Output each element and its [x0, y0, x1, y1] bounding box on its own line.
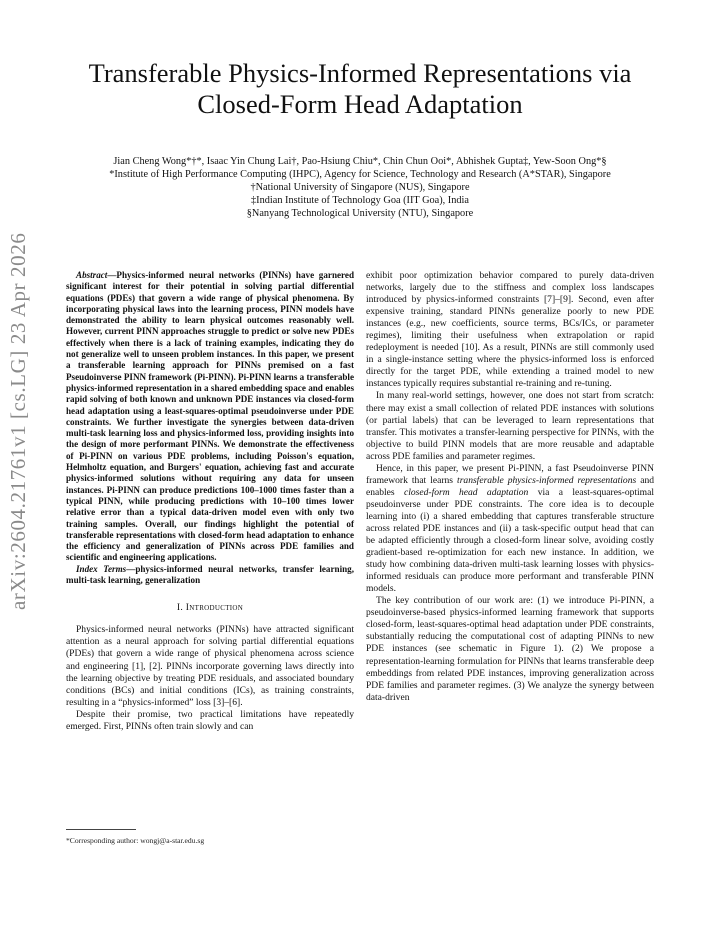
para4-emphasis-representations: transferable physics-informed representations: [457, 474, 637, 486]
intro-paragraph-1: Physics-informed neural networks (PINNs) have attracted significant attention as a neural approach for solving partial differential equations (PDEs) that govern a wide range of physical phenomena across science and engineering [1], [2]. PINNs incorporate governing laws directly into the learning objective by treating PDE residuals, and associated boundary conditions (BCs) and initial conditions (ICs), as training constraints, resulting in a “physics-informed” loss [3]–[6].: [66, 624, 354, 708]
author-names: Jian Cheng Wong*†*, Isaac Yin Chung Lai†, Pao-Hsiung Chiu*, Chin Chun Ooi*, Abhishek Gupta‡, Yew-Soon Ong*§: [113, 156, 607, 167]
affiliation-nus: †National University of Singapore (NUS), Singapore: [250, 182, 470, 193]
index-terms-label: Index Terms: [76, 563, 127, 574]
paper-title-line-2: Closed-Form Head Adaptation: [197, 89, 523, 119]
intro-paragraph-4: [366, 463, 654, 596]
intro-paragraph-2: Despite their promise, two practical limitations have repeatedly emerged. First, PINNs often train slowly and can: [66, 708, 354, 732]
para4-text-a: Hence, in this paper, we present Pi-PINN, a fast Pseudoinverse PINN framework that learns: [366, 462, 654, 486]
abstract: [66, 270, 354, 564]
section-title: Introduction: [185, 602, 244, 614]
paper-title-line-1: Transferable Physics-Informed Representations via: [88, 58, 632, 88]
section-heading-introduction: [66, 602, 354, 614]
intro-paragraph-3: In many real-world settings, however, one does not start from scratch: there may exist a small collection of related PDE instances with solutions (or partial labels) that can be leveraged to learn representations that transfer. This motivates a transfer-learning perspective for PINNs, with the objective to build PINN models that are more reusable and adaptable across PDE families and parameter regimes.: [366, 390, 654, 462]
affiliation-ihpc: *Institute of High Performance Computing (IHPC), Agency for Science, Technology and Research (A*STAR), Singapore: [109, 169, 611, 180]
para4-text-b: and enables: [366, 474, 655, 498]
intro-paragraph-5-contributions: The key contribution of our work are: (1) we introduce Pi-PINN, a pseudoinverse-based physics-informed learning framework that supports closed-form, least-squares-optimal head adaptation under PDE constraints, substantially reducing the computational cost of adapting PINNs to new PDE instances (see schematic in Figure 1). (2) We propose a representation-learning formulation for PINNs that learns transferable deep embeddings from related PDE instances, improving generalization across PDE families and parameter regimes. (3) We analyze the synergy between data-driven: [366, 595, 654, 703]
left-column: [66, 270, 354, 733]
arxiv-identifier-stamp: arXiv:2604.21761v1 [cs.LG] 23 Apr 2026: [6, 232, 30, 610]
affiliation-ntu: §Nanyang Technological University (NTU), Singapore: [246, 208, 474, 219]
para4-emphasis-head-adaptation: closed-form head adaptation: [404, 486, 529, 498]
para4-text-c: via a least-squares-optimal pseudoinverse under PDE constraints. The core idea is to decouple learning into (i) a shared embedding that captures transferable structure across related PDE instances and (ii) a task-specific output head that can be adapted efficiently through a closed-form linear solve, avoiding costly gradient-based re-optimization for each new instance. In addition, we study how combining data-driven multi-task learning losses with physics-informed residuals can produce more performant and transferable PINN models.: [366, 486, 655, 595]
intro-paragraph-2-continued: exhibit poor optimization behavior compared to purely data-driven networks, largely due to the stiffness and complex loss landscapes introduced by physics-informed constraints [7]–[9]. Second, even after expensive training, standard PINNs generalize poorly to new PDE instances (e.g., new coefficients, source terms, BCs/ICs, or parameter regimes), limiting their usefulness when extrapolation or rapid redeployment is needed [10]. As a result, PINNs are still commonly used in a single-instance setting where the physics-informed loss is enforced directly for the target PDE, while extending a trained model to new instances typically requires substantial re-training and re-tuning.: [366, 270, 654, 390]
abstract-label: Abstract: [76, 270, 108, 280]
index-terms: [66, 564, 354, 587]
paper-title: [40, 58, 680, 120]
footnote-corresponding-author: *Corresponding author: wongj@a-star.edu.sg: [66, 836, 205, 845]
abstract-text: —Physics-informed neural networks (PINNs) have garnered significant interest for their potential in solving partial differential equations (PDEs) that govern a wide range of physical phenomena. By incorporating physical laws into the learning process, PINN models have demonstrated the ability to learn physical outcomes reasonably well. However, current PINN approaches struggle to predict or solve new PDEs effectively when there is a lack of training examples, indicating they do not generalize well to unseen problem instances. In this paper, we present a transferable learning approach for PINNs premised on a fast Pseudoinverse PINN framework (Pi-PINN). Pi-PINN learns a transferable physics-informed representation in a shared embedding space and enables rapid solving of both known and unknown PDE instances via closed-form head adaptation using a least-squares-optimal pseudoinverse under PDE constraints. We further investigate the synergies between data-driven multi-task learning loss and physics-informed loss, providing insights into the design of more performant PINNs. We demonstrate the effectiveness of Pi-PINN on various PDE problems, including Poisson's equation, Helmholtz equation, and Burgers' equation, achieving fast and accurate physics-informed solutions without requiring any data for unseen instances. Pi-PINN can produce predictions 100–1000 times faster than a typical PINN, while producing predictions with 10–100 times lower relative error than a typical data-driven model even with only two training samples. Overall, our findings highlight the potential of transferable representations with closed-form head adaptation to enhance the efficiency and generalization of PINNs across PDE families and scientific and engineering applications.: [66, 270, 354, 563]
index-terms-text: —physics-informed neural networks, transfer learning, multi-task learning, generalization: [66, 563, 354, 586]
footnote-divider: [66, 829, 136, 830]
author-block: [30, 155, 690, 220]
right-column: [366, 270, 654, 704]
affiliation-iit-goa: ‡Indian Institute of Technology Goa (IIT Goa), India: [251, 195, 469, 206]
section-number: I.: [176, 602, 184, 614]
